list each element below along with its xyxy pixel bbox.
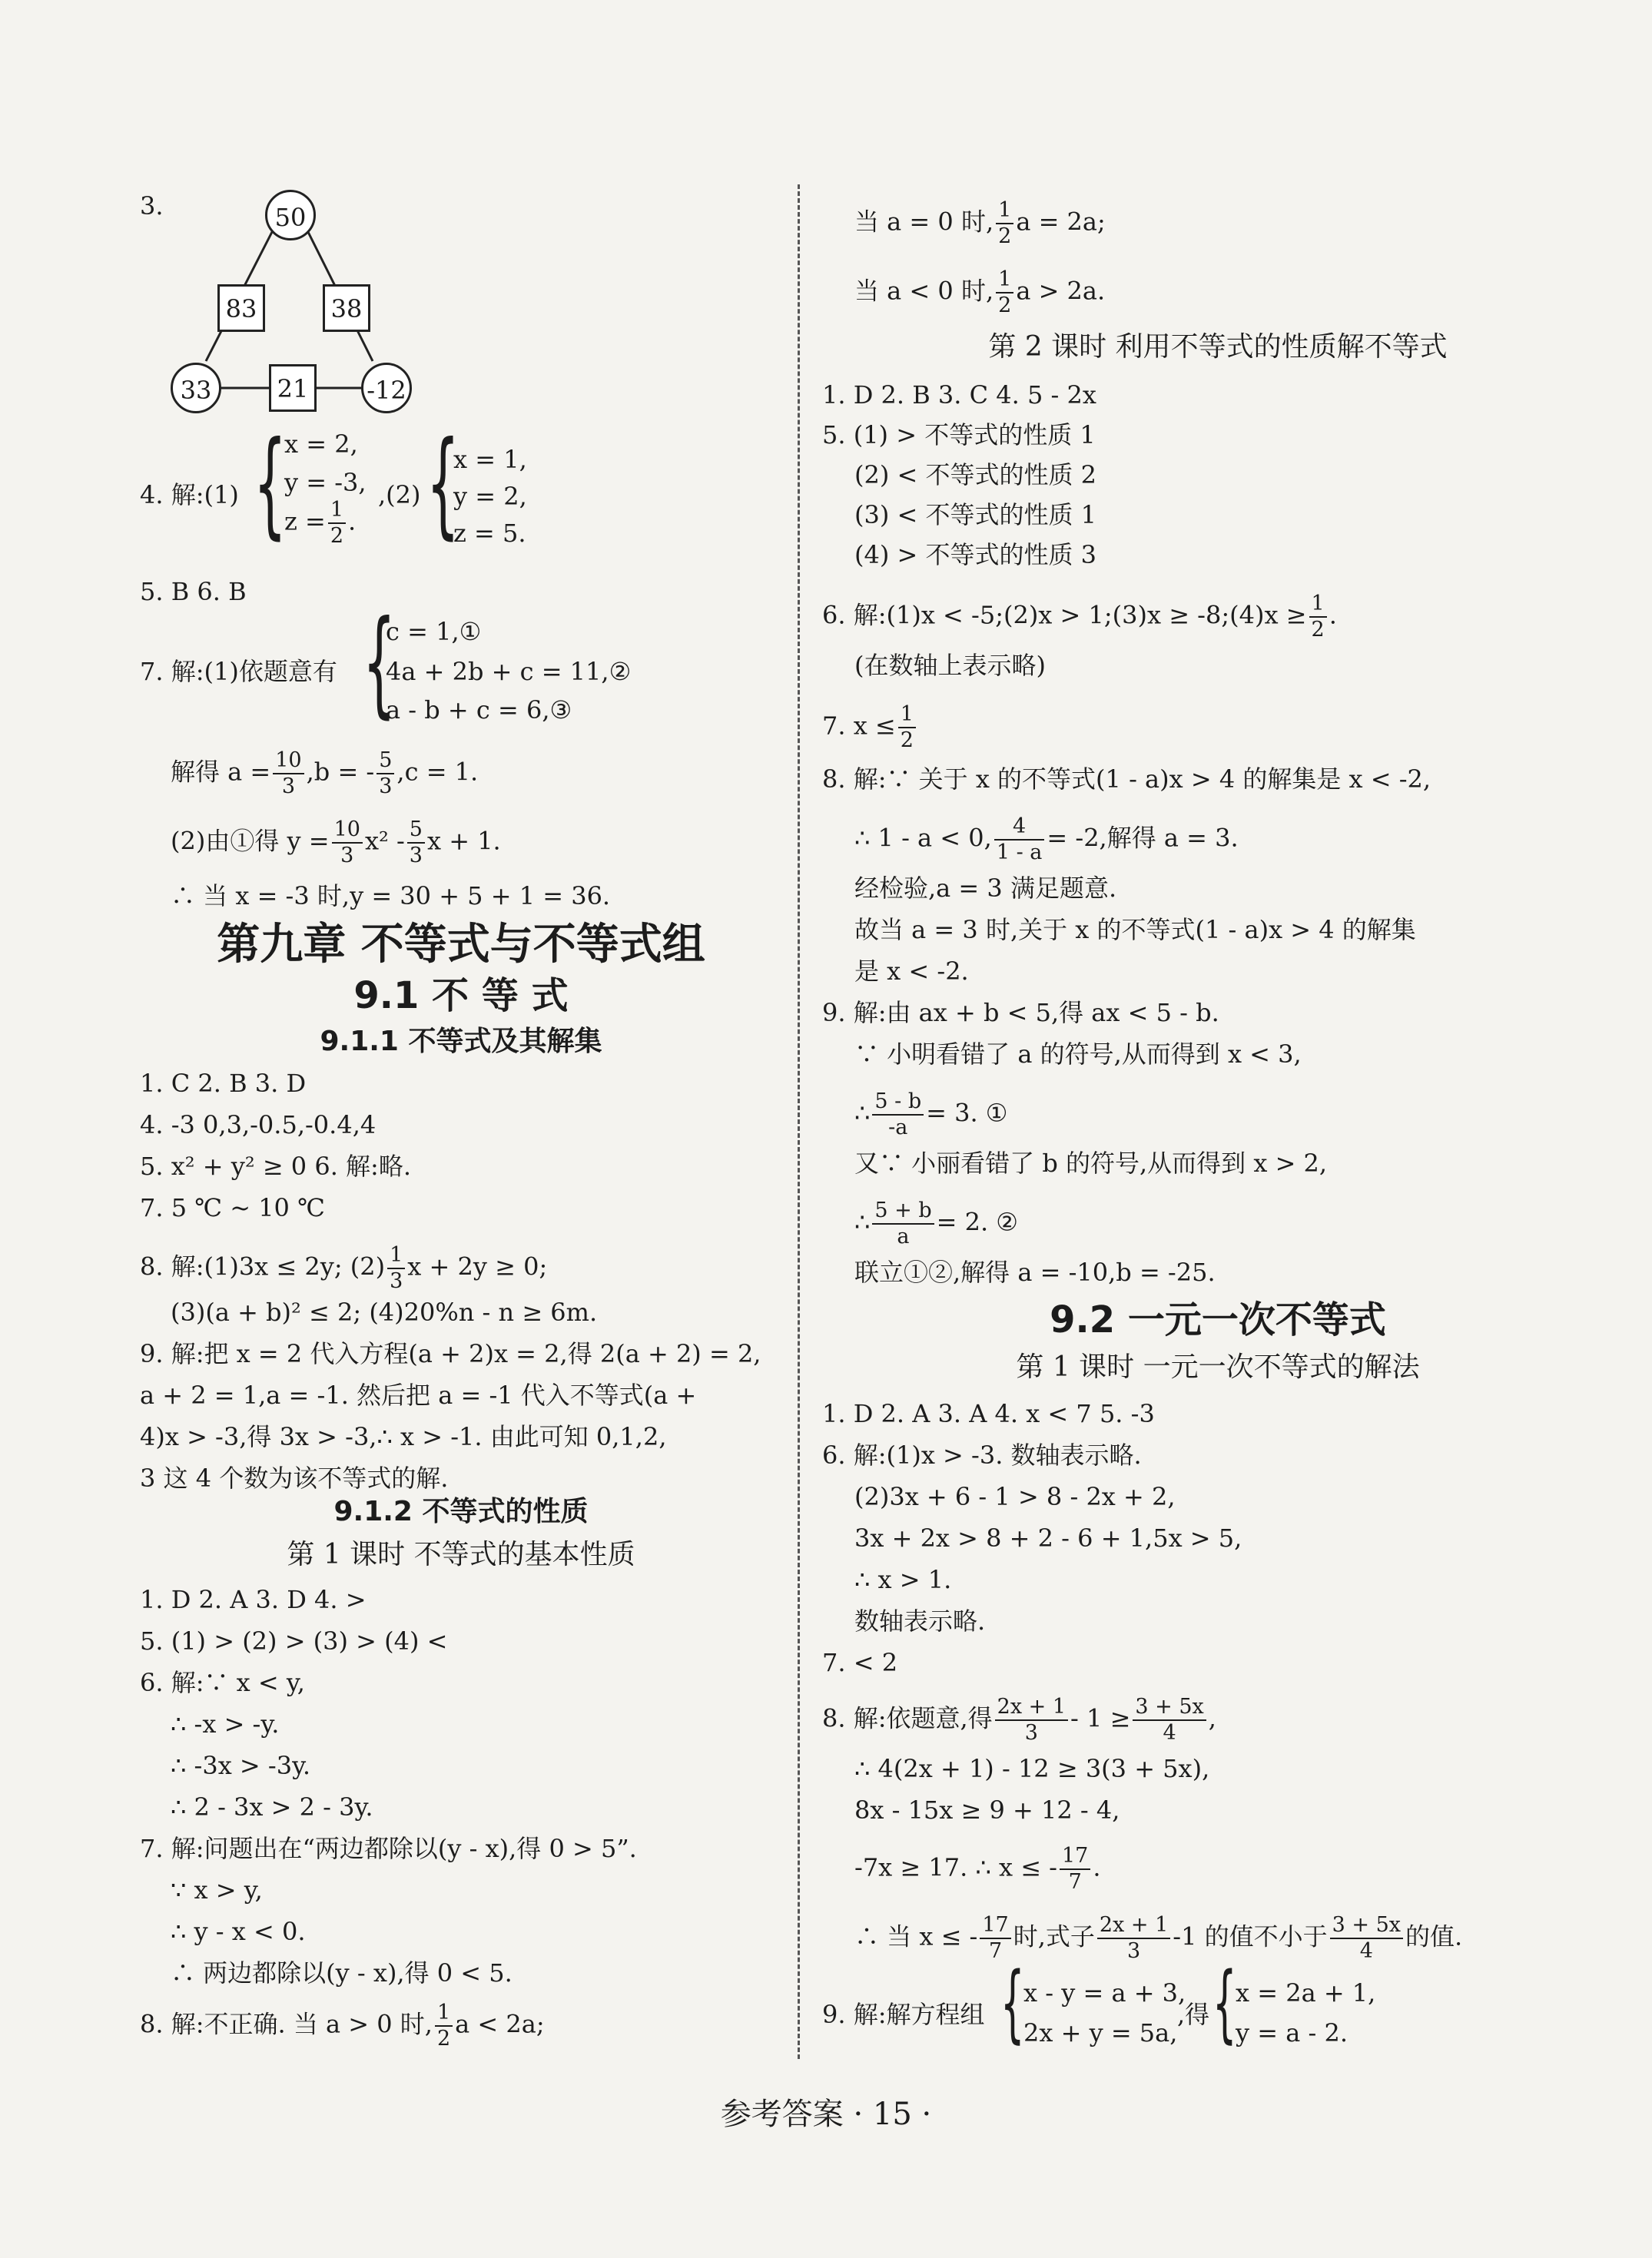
lesson-title: 第 1 课时 一元一次不等式的解法 — [1016, 1351, 1420, 1383]
q3-label: 3. — [140, 191, 164, 220]
page-footer: 参考答案 · 15 · — [720, 2097, 932, 2132]
answer-line: 9. 解:由 ax + b < 5,得 ax < 5 - b. — [822, 998, 1219, 1027]
q7-part2: (2)由①得 y = $\frac{10}{3}$ x² - $\frac{5}{3}$ x + 1. — [171, 817, 501, 867]
answer-line: (4) > 不等式的性质 3 — [854, 540, 1097, 569]
left-brace: { — [363, 596, 396, 730]
answer-line: 是 x < -2. — [854, 957, 969, 986]
d9-e2: 2x + y = 5a, — [1023, 2018, 1178, 2047]
answer-line: 1. D 2. A 3. D 4. > — [140, 1585, 367, 1614]
answer-line: ∵ x > y, — [171, 1875, 263, 1905]
answer-line: a + 2 = 1,a = -1. 然后把 a = -1 代入不等式(a + — [140, 1381, 697, 1410]
column-divider — [798, 184, 800, 2059]
lesson-title: 第 1 课时 不等式的基本性质 — [287, 1539, 635, 1570]
left-brace: { — [1000, 1954, 1025, 2052]
answer-line: 联立①②,解得 a = -10,b = -25. — [854, 1258, 1216, 1287]
answer-d8-1: 8. 解:依题意,得 $\frac{2x + 1}{3}$ - 1 ≥ $\frac{3 + 5x}{4}$ , — [822, 1695, 1216, 1745]
answer-r1: 当 a = 0 时, $\frac{1}{2}$ a = 2a; — [854, 198, 1106, 248]
q7-e1: c = 1,① — [386, 617, 482, 646]
answer-c8-2: ∴ 1 - a < 0, $\frac{4}{1 - a}$ = -2,解得 a = 3. — [854, 814, 1239, 864]
triangle-bottom-mid-node: 21 — [269, 364, 317, 412]
q4-s1-x: x = 2, — [284, 429, 358, 459]
q7-solve: 解得 a = $\frac{10}{3}$ ,b = - $\frac{5}{3}$ ,c = 1. — [171, 748, 479, 798]
answer-line: 8. 解:∵ 关于 x 的不等式(1 - a)x > 4 的解集是 x < -2, — [822, 764, 1431, 794]
answer-line: 9. 解:把 x = 2 代入方程(a + 2)x = 2,得 2(a + 2) = 2, — [140, 1339, 761, 1368]
q4-s2-z: z = 5. — [453, 519, 526, 548]
answer-line: 5. (1) > (2) > (3) > (4) < — [140, 1626, 448, 1656]
answer-line: 数轴表示略. — [854, 1606, 986, 1636]
answer-line: 5. x² + y² ≥ 0 6. 解:略. — [140, 1152, 411, 1181]
answer-line: 4)x > -3,得 3x > -3,∴ x > -1. 由此可知 0,1,2, — [140, 1422, 667, 1451]
answer-line: 3x + 2x > 8 + 2 - 6 + 1,5x > 5, — [854, 1524, 1242, 1553]
answer-line: 1. D 2. B 3. C 4. 5 - 2x — [822, 380, 1096, 409]
q4-mid: ,(2) — [378, 480, 421, 509]
answer-d8-4: -7x ≥ 17. ∴ x ≤ - $\frac{17}{7}$ . — [854, 1844, 1101, 1894]
answer-line: 7. 解:问题出在“两边都除以(y - x),得 0 > 5”. — [140, 1834, 637, 1863]
left-brace: { — [254, 417, 287, 551]
answer-c9-3: ∴ $\frac{5 - b}{-a}$ = 3. ① — [854, 1089, 1008, 1139]
answer-line: 7. 5 ℃ ~ 10 ℃ — [140, 1193, 325, 1222]
answer-line: ∴ 2 - 3x > 2 - 3y. — [171, 1792, 373, 1822]
answer-c6: 6. 解:(1)x < -5;(2)x > 1;(3)x ≥ -8;(4)x ≥ $\frac{1}{2}$ . — [822, 592, 1337, 642]
answer-line: ∴ -3x > -3y. — [171, 1751, 311, 1780]
answer-line: 4. -3 0,3,-0.5,-0.4,4 — [140, 1110, 377, 1139]
answer-line: ∴ 4(2x + 1) - 12 ≥ 3(3 + 5x), — [854, 1754, 1210, 1783]
answer-line: 8x - 15x ≥ 9 + 12 - 4, — [854, 1795, 1120, 1825]
answer-line: 3 这 4 个数为该不等式的解. — [140, 1464, 449, 1493]
answer-line: ∵ 小明看错了 a 的符号,从而得到 x < 3, — [854, 1039, 1302, 1069]
answer-line: 6. 解:(1)x > -3. 数轴表示略. — [822, 1441, 1142, 1470]
answer-c9-5: ∴ $\frac{5 + b}{a}$ = 2. ② — [854, 1199, 1018, 1248]
section-9-1-2-title: 9.1.2 不等式的性质 — [333, 1496, 589, 1527]
left-brace: { — [1212, 1954, 1237, 2052]
q7-e2: 4a + 2b + c = 11,② — [386, 657, 632, 686]
answer-line: ∴ 两边都除以(y - x),得 0 < 5. — [171, 1958, 513, 1988]
answer-line: 又∵ 小丽看错了 b 的符号,从而得到 x > 2, — [854, 1149, 1328, 1178]
answer-d9-prefix: 9. 解:解方程组 — [822, 2000, 985, 2029]
d9-s2: y = a - 2. — [1236, 2018, 1348, 2047]
answer-line: ∴ -x > -y. — [171, 1709, 280, 1739]
section-9-2-title: 9.2 一元一次不等式 — [1050, 1298, 1386, 1341]
d9-e1: x - y = a + 3, — [1023, 1978, 1186, 2008]
q4-s1-z: z = $\frac{1}{2}$ . — [284, 498, 357, 548]
answer-line: 经检验,a = 3 满足题意. — [854, 874, 1117, 903]
q4-s2-y: y = 2, — [453, 482, 527, 511]
answer-line: 5. (1) > 不等式的性质 1 — [822, 420, 1096, 449]
answer-q5-6: 5. B 6. B — [140, 577, 247, 606]
q7-prefix: 7. 解:(1)依题意有 — [140, 657, 337, 686]
triangle-top-node: 50 — [265, 190, 316, 240]
q4-prefix: 4. 解:(1) — [140, 480, 239, 509]
answer-c7: 7. x ≤ $\frac{1}{2}$ — [822, 702, 918, 753]
d9-mid: ,得 — [1177, 2000, 1210, 2029]
answer-line: (2)3x + 6 - 1 > 8 - 2x + 2, — [854, 1482, 1176, 1511]
triangle-left-node: 83 — [217, 284, 265, 332]
q7-part3: ∴ 当 x = -3 时,y = 30 + 5 + 1 = 36. — [171, 881, 611, 910]
answer-line: (3)(a + b)² ≤ 2; (4)20%n - n ≥ 6m. — [171, 1298, 598, 1327]
triangle-right-node: 38 — [323, 284, 370, 332]
answer-line: 7. < 2 — [822, 1648, 898, 1677]
answer-line: (3) < 不等式的性质 1 — [854, 500, 1097, 529]
lesson-title: 第 2 课时 利用不等式的性质解不等式 — [988, 331, 1448, 363]
answer-line: 1. C 2. B 3. D — [140, 1069, 307, 1098]
answer-line: 故当 a = 3 时,关于 x 的不等式(1 - a)x > 4 的解集 — [854, 915, 1416, 944]
answer-line: 6. 解:∵ x < y, — [140, 1668, 305, 1697]
q4-s2-x: x = 1, — [453, 445, 527, 474]
section-9-1-title: 9.1 不 等 式 — [353, 974, 569, 1017]
answer-d8-5: ∴ 当 x ≤ - $\frac{17}{7}$ 时,式子 $\frac{2x + 1}{3}$ -1 的值不小于 $\frac{3 + 5x}{4}$ 的值. — [854, 1913, 1463, 1963]
answer-line: ∴ y - x < 0. — [171, 1917, 306, 1946]
chapter-title: 第九章 不等式与不等式组 — [217, 920, 705, 970]
q4-s1-y: y = -3, — [284, 468, 367, 497]
answer-r2: 当 a < 0 时, $\frac{1}{2}$ a > 2a. — [854, 267, 1106, 317]
answer-b8: 8. 解:不正确. 当 a > 0 时, $\frac{1}{2}$ a < 2a; — [140, 2001, 545, 2051]
triangle-bottom-right-node: -12 — [361, 363, 412, 413]
triangle-bottom-left-node: 33 — [171, 363, 221, 413]
answer-q8: 8. 解:(1)3x ≤ 2y; (2) $\frac{1}{3}$ x + 2y ≥ 0; — [140, 1243, 548, 1293]
answer-line: ∴ x > 1. — [854, 1565, 952, 1594]
left-brace: { — [426, 417, 459, 551]
q7-e3: a - b + c = 6,③ — [386, 695, 572, 724]
section-9-1-1-title: 9.1.1 不等式及其解集 — [320, 1026, 602, 1057]
answer-line: (2) < 不等式的性质 2 — [854, 460, 1097, 489]
answer-line: (在数轴上表示略) — [854, 651, 1046, 680]
d9-s1: x = 2a + 1, — [1236, 1978, 1376, 2008]
answer-line: 1. D 2. A 3. A 4. x < 7 5. -3 — [822, 1399, 1155, 1428]
